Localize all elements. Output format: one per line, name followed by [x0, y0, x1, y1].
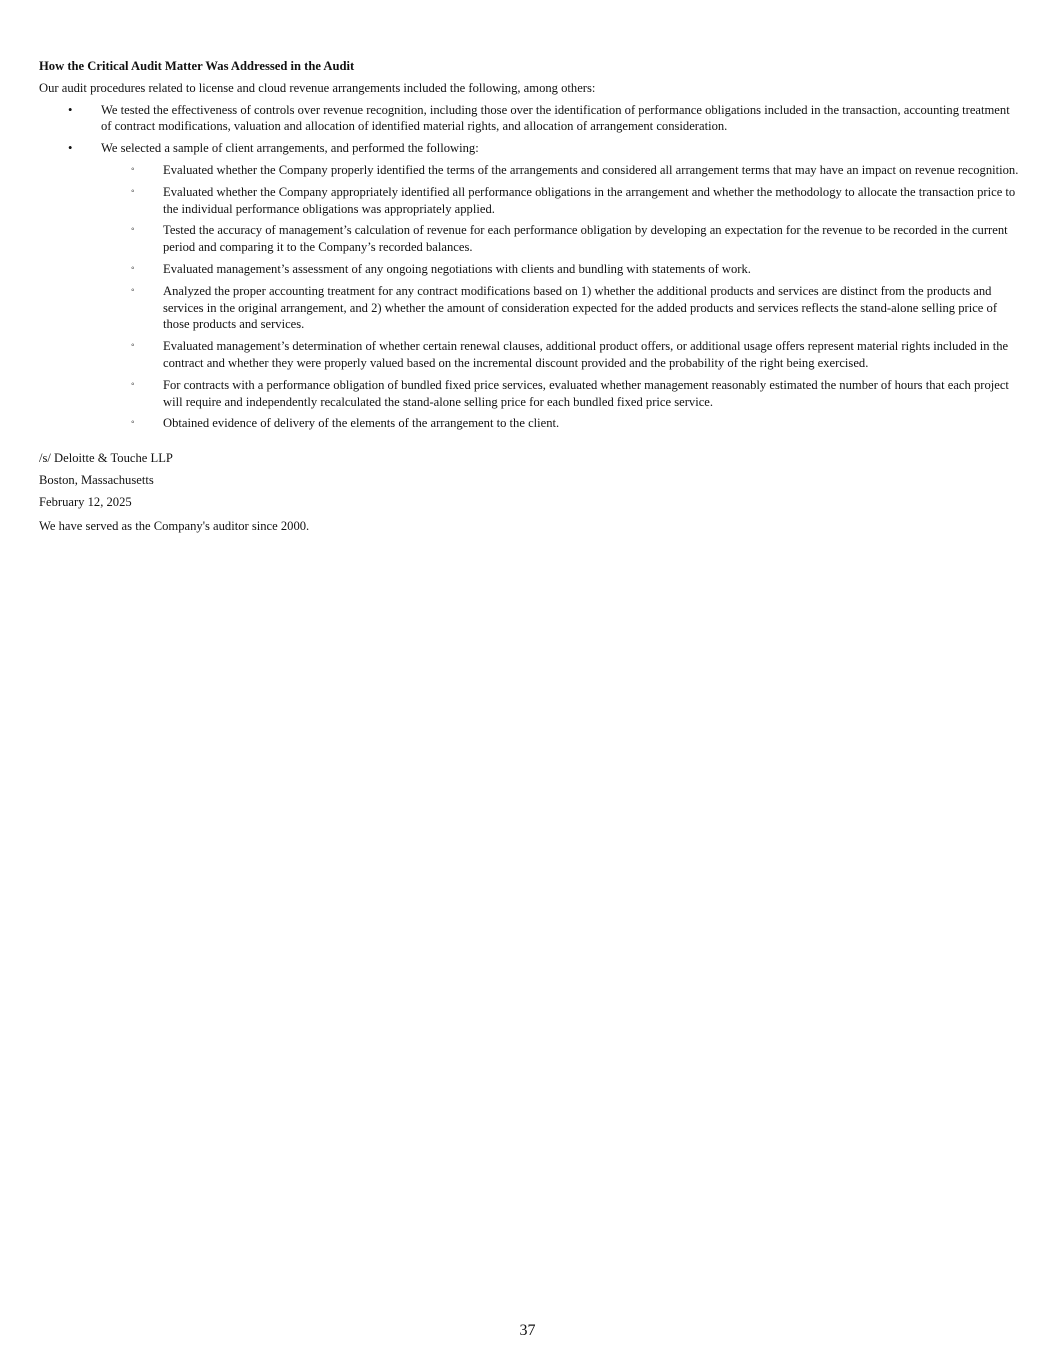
sub-list-item	[101, 377, 1021, 411]
bullet-icon: •	[68, 141, 73, 156]
signature-block	[39, 450, 1021, 510]
sub-list-item-text: Evaluated management’s assessment of any ongoing negotiations with clients and bundling with statements of work.	[163, 261, 751, 276]
hollow-bullet-icon: ◦	[131, 284, 135, 296]
sub-list-item	[101, 222, 1021, 256]
sub-list-item-text: Evaluated whether the Company appropriately identified all performance obligations in the arrangement and whether the methodology to allocate the transaction price to the individual performance obligations was appropriately applied.	[163, 184, 1016, 216]
intro-paragraph: Our audit procedures related to license and cloud revenue arrangements included the following, among others:	[39, 80, 596, 95]
sub-list-item-text: Evaluated management’s determination of whether certain renewal clauses, additional product offers, or additional usage offers represent material rights included in the contract and whether they were properly valued based on the incremental discount provided and the probability of the right being exercised.	[163, 339, 1009, 370]
list-item-text: We tested the effectiveness of controls over revenue recognition, including those over the identification of performance obligations included in the transaction, accounting treatment of contract modifications, valuation and allocation of identified material rights, and allocation of arrangement consideration.	[101, 102, 1010, 134]
signature-date: February 12, 2025	[39, 494, 132, 509]
sub-list-item	[101, 184, 1021, 218]
procedures-list	[39, 102, 1021, 433]
sub-list-item	[101, 162, 1021, 179]
auditor-tenure-statement: We have served as the Company's auditor since 2000.	[39, 518, 310, 533]
document-page	[39, 58, 1021, 539]
sub-list-item-text: Analyzed the proper accounting treatment for any contract modifications based on 1) whether the additional products and services are distinct from the products and services in the original arrangement, and 2) whether the amount of consideration expected for the added products and services reflects the stand-alone selling price of those products and services.	[163, 283, 998, 332]
auditor-signature: /s/ Deloitte & Touche LLP	[39, 451, 173, 466]
hollow-bullet-icon: ◦	[131, 378, 135, 390]
list-item-text: We selected a sample of client arrangements, and performed the following:	[101, 141, 479, 156]
page-number: 37	[519, 1322, 536, 1339]
sub-list-item	[101, 283, 1021, 333]
sub-list-item-text: Evaluated whether the Company properly identified the terms of the arrangements and considered all arrangement terms that may have an impact on revenue recognition.	[163, 162, 1019, 177]
signature-location: Boston, Massachusetts	[39, 472, 154, 487]
section-heading: How the Critical Audit Matter Was Addressed in the Audit	[39, 59, 355, 73]
hollow-bullet-icon: ◦	[131, 340, 135, 352]
sub-list-item	[101, 338, 1021, 372]
hollow-bullet-icon: ◦	[131, 163, 135, 175]
list-item	[39, 102, 1021, 136]
hollow-bullet-icon: ◦	[131, 417, 135, 429]
sub-list-item-text: Tested the accuracy of management’s calculation of revenue for each performance obligation by developing an expectation for the revenue to be recorded in the current period and comparing it to the Company’s recorded balances.	[163, 223, 1008, 255]
sub-list-item-text: Obtained evidence of delivery of the elements of the arrangement to the client.	[163, 416, 560, 431]
bullet-icon: •	[68, 102, 73, 117]
hollow-bullet-icon: ◦	[131, 185, 135, 197]
sub-list-item	[101, 261, 1021, 278]
sub-procedures-list	[101, 162, 1021, 432]
list-item	[39, 140, 1021, 432]
sub-list-item	[101, 415, 1021, 432]
hollow-bullet-icon: ◦	[131, 224, 135, 236]
hollow-bullet-icon: ◦	[131, 262, 135, 274]
sub-list-item-text: For contracts with a performance obligation of bundled fixed price services, evaluated whether management reasonably estimated the number of hours that each project will require and independently recalculated the stand-alone selling price for each bundled fixed price service.	[163, 377, 1009, 409]
